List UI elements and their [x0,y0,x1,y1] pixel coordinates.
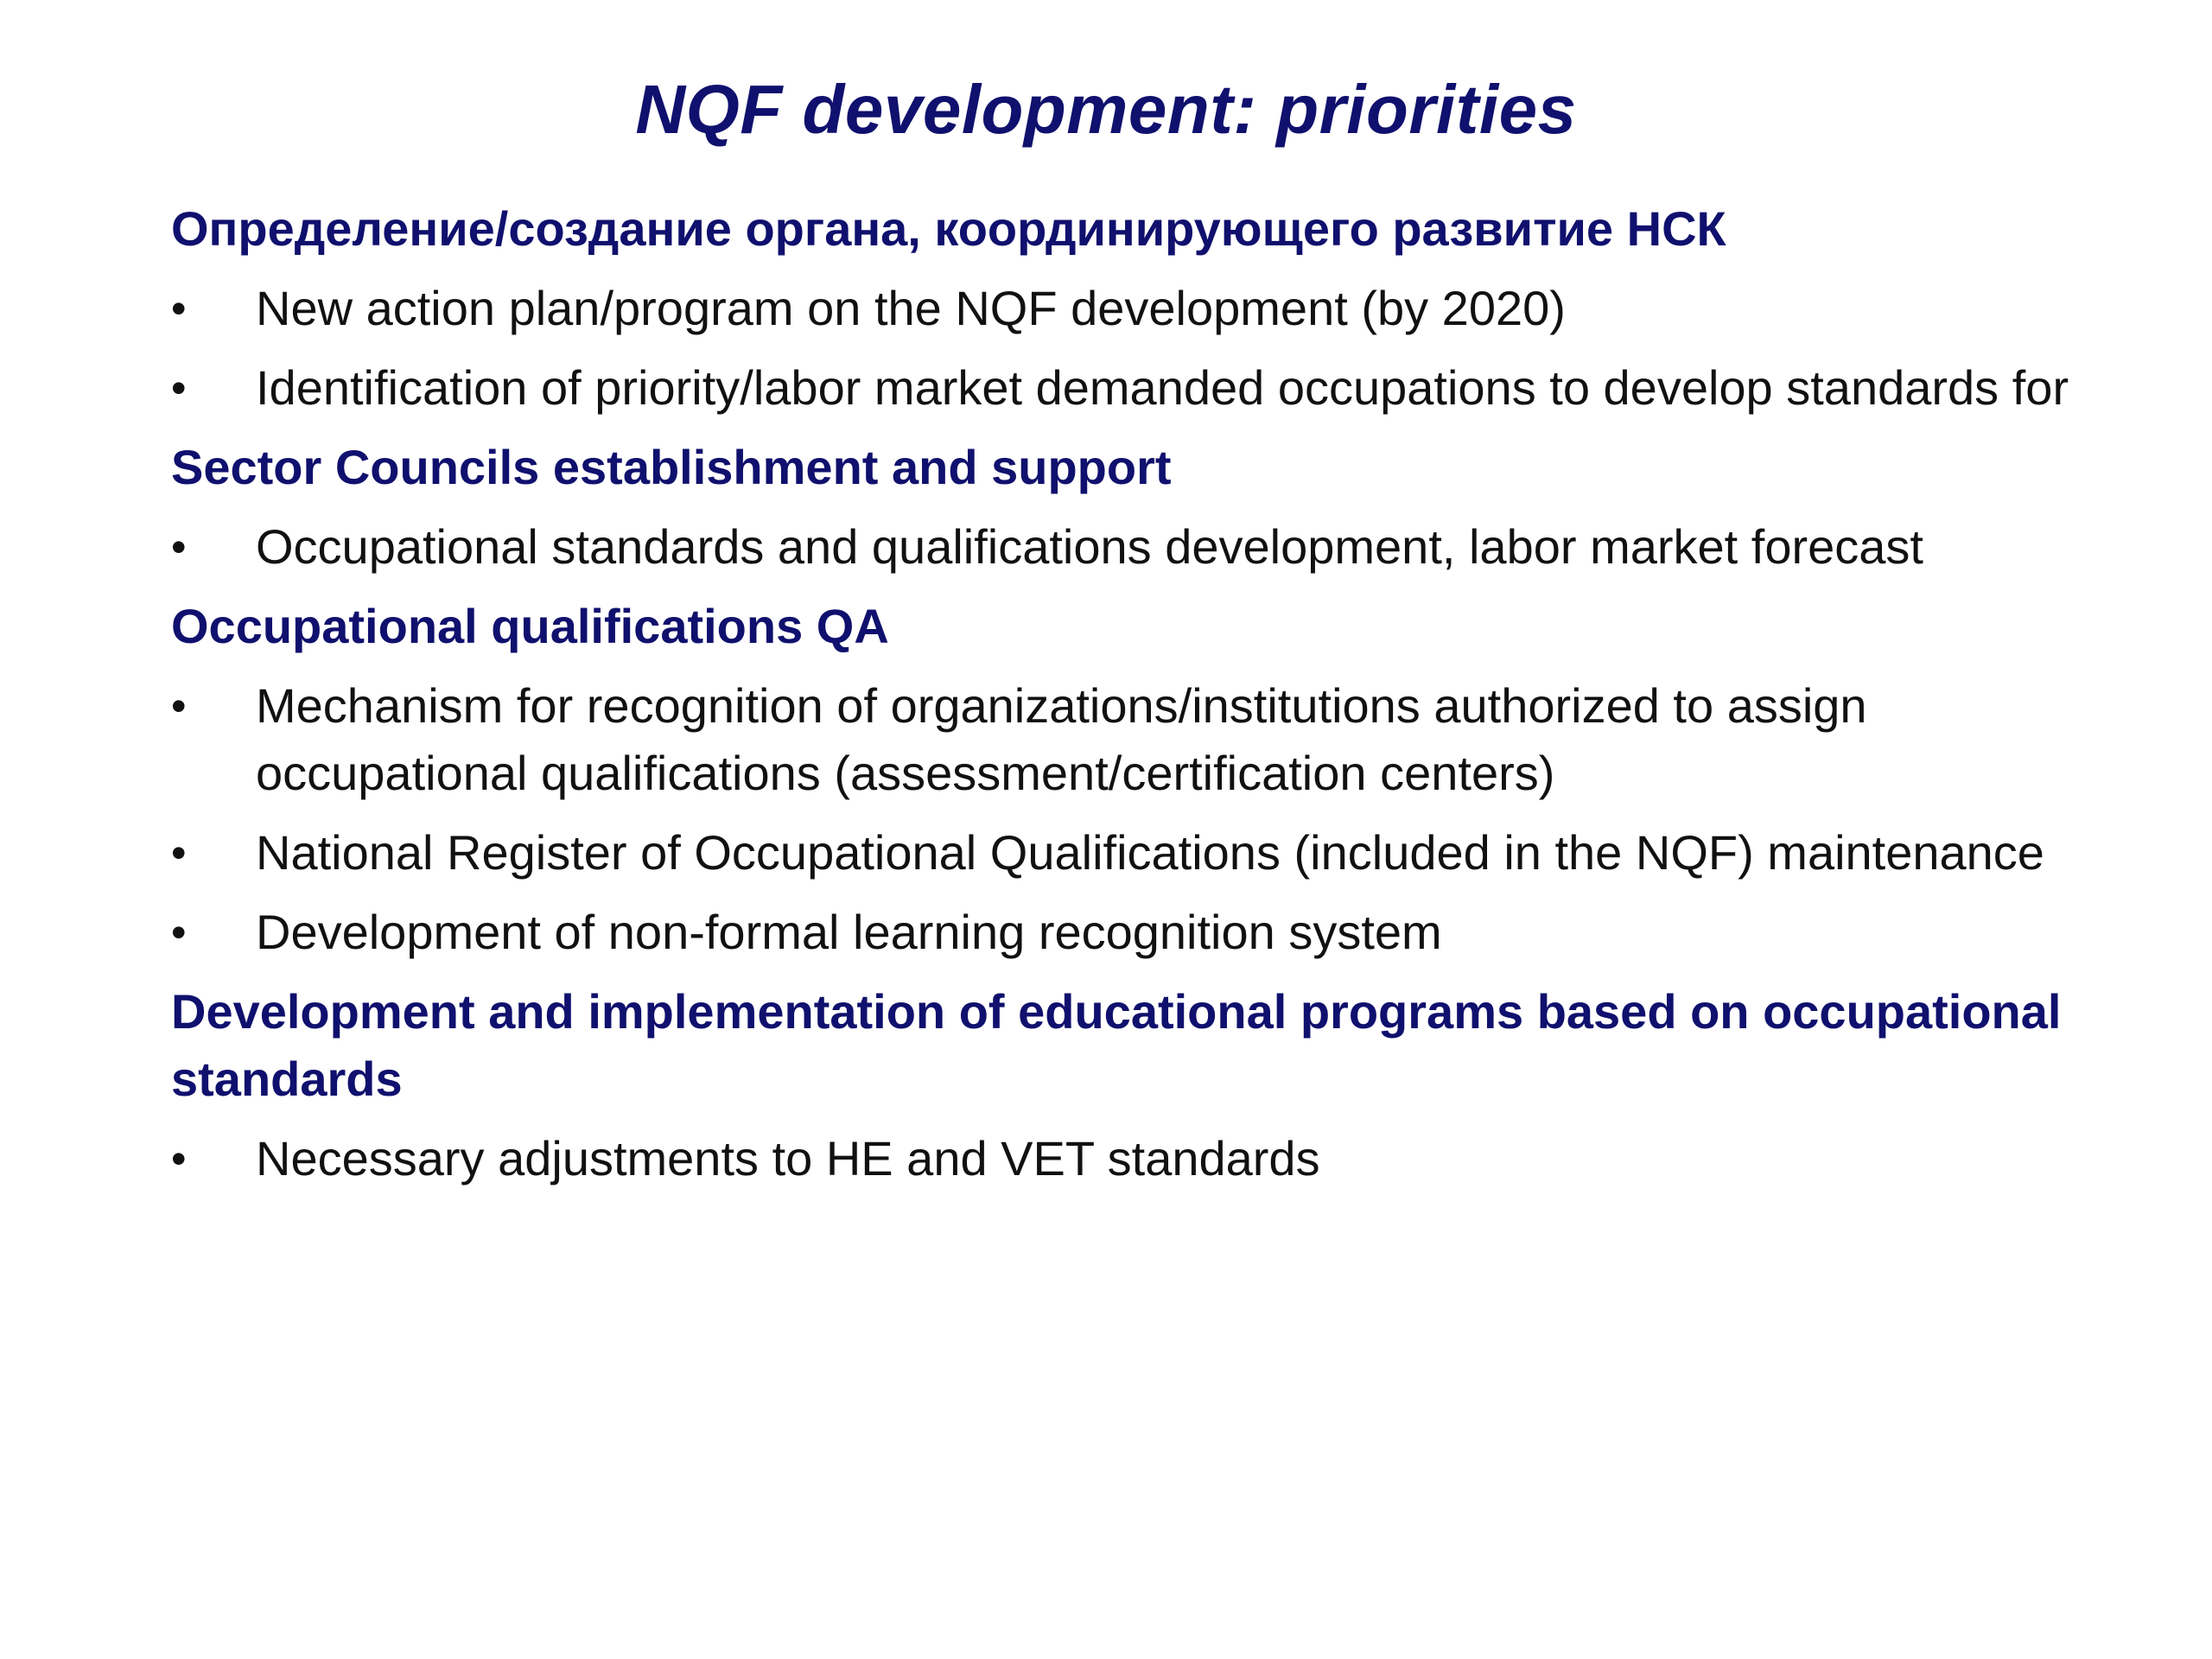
bullet-text: New action plan/program on the NQF development (by 2020) [256,281,1566,335]
bullet-text: Mechanism for recognition of organizations/institutions authorized to assign occupational qualifications (assessment/certification centers) [256,678,1867,800]
bullet-item [171,672,2107,807]
bullet-icon: • [171,1135,187,1183]
bullet-icon: • [171,523,187,571]
section-heading-1: Определение/создание органа, координирующего развитие НСК [171,201,1726,256]
bullet-icon: • [171,682,187,730]
bullet-icon: • [171,364,187,412]
bullet-item [171,819,2107,887]
bullet-list-3 [171,672,2107,966]
bullet-icon: • [171,284,187,333]
bullet-list-2 [171,513,2107,581]
slide-content [171,195,2107,1205]
bullet-item [171,354,2107,422]
bullet-icon: • [171,829,187,877]
bullet-item [171,513,2107,581]
bullet-text: Necessary adjustments to HE and VET standards [256,1131,1320,1185]
bullet-text: Identification of priority/labor market demanded occupations to develop standards for [256,360,2069,415]
bullet-text: Development of non-formal learning recognition system [256,905,1442,959]
bullet-list-4 [171,1125,2107,1192]
slide-title: NQF development: priorities [635,71,1577,148]
bullet-list-1 [171,275,2107,422]
bullet-icon: • [171,908,187,957]
section-heading-4: Development and implementation of educational programs based on occupational standards [171,984,2062,1106]
bullet-text: Occupational standards and qualifications development, labor market forecast [256,519,1923,574]
bullet-text: National Register of Occupational Qualifications (included in the NQF) maintenance [256,825,2044,880]
section-heading-2: Sector Councils establishment and support [171,440,1172,494]
bullet-item [171,275,2107,342]
bullet-item [171,1125,2107,1192]
section-heading-3: Occupational qualifications QA [171,599,889,653]
bullet-item [171,899,2107,966]
